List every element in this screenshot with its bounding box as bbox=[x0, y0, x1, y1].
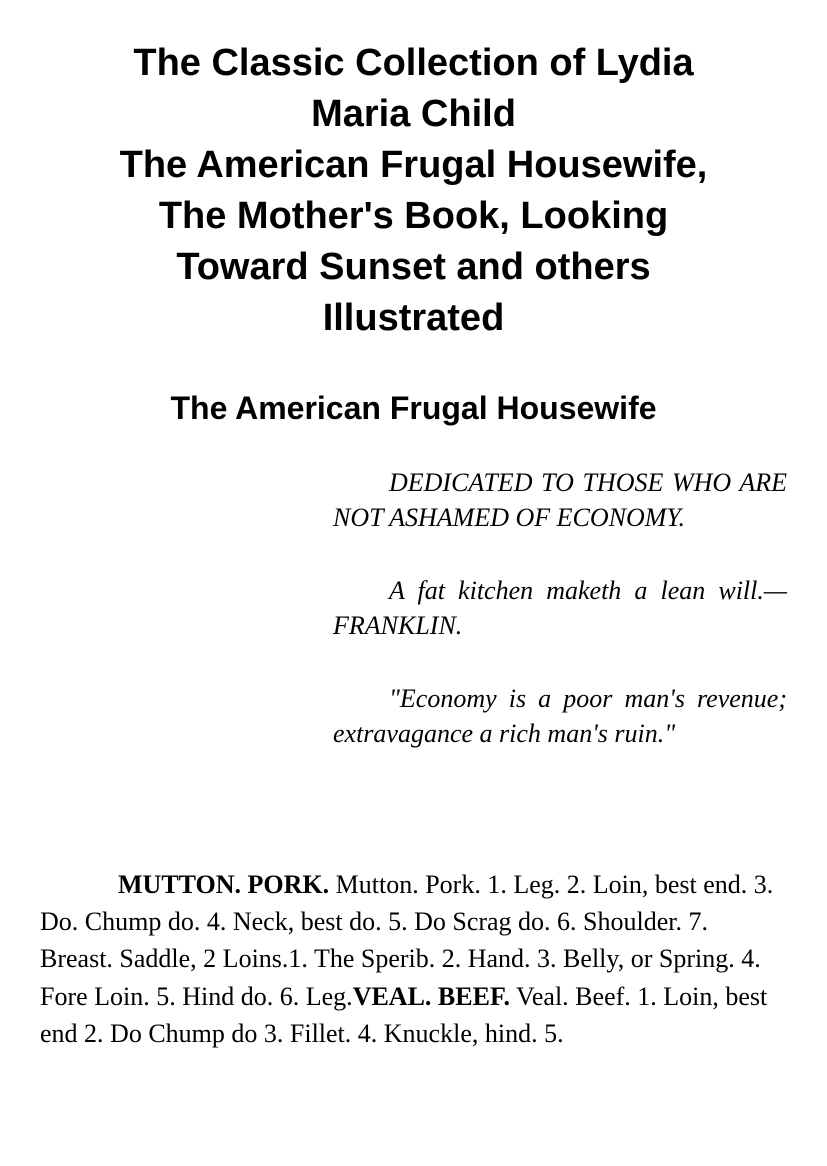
book-title bbox=[40, 38, 787, 344]
book-title-line: The Mother's Book, Looking bbox=[158, 195, 669, 237]
economy-quote-epigraph: "Economy is a poor man's revenue; extravagance a rich man's ruin." bbox=[333, 684, 787, 748]
veal-beef-text: Veal. Beef. 1. Loin, best end 2. Do Chump do 3. Fillet. 4. Knuckle, hind. 5. bbox=[40, 981, 768, 1048]
epigraphs-block bbox=[333, 466, 787, 790]
franklin-quote-epigraph: A fat kitchen maketh a lean will.—FRANKLIN. bbox=[333, 576, 787, 640]
book-title-line: The Classic Collection of Lydia bbox=[133, 42, 694, 84]
book-title-line: Toward Sunset and others bbox=[176, 246, 651, 288]
book-title-line: The American Frugal Housewife, bbox=[119, 144, 708, 186]
section-title: The American Frugal Housewife bbox=[170, 390, 657, 426]
mutton-pork-text: Mutton. Pork. 1. Leg. 2. Loin, best end. 3. Do. Chump do. 4. Neck, best do. 5. Do Scrag do. 6. Shoulder. 7. Breast. Saddle, 2 Loins.1. The Sperib. 2. Hand. 3. Belly, or Spring. 4. Fore Loin. 5. Hind do. 6. Leg. bbox=[40, 870, 774, 1011]
veal-beef-heading: VEAL. BEEF. bbox=[352, 981, 510, 1011]
dedication-epigraph: DEDICATED TO THOSE WHO ARE NOT ASHAMED OF ECONOMY. bbox=[333, 468, 787, 532]
body-paragraph bbox=[40, 866, 787, 1052]
book-title-line: Maria Child bbox=[311, 93, 516, 135]
book-title-line: Illustrated bbox=[322, 297, 505, 339]
mutton-pork-heading: MUTTON. PORK. bbox=[118, 870, 330, 899]
